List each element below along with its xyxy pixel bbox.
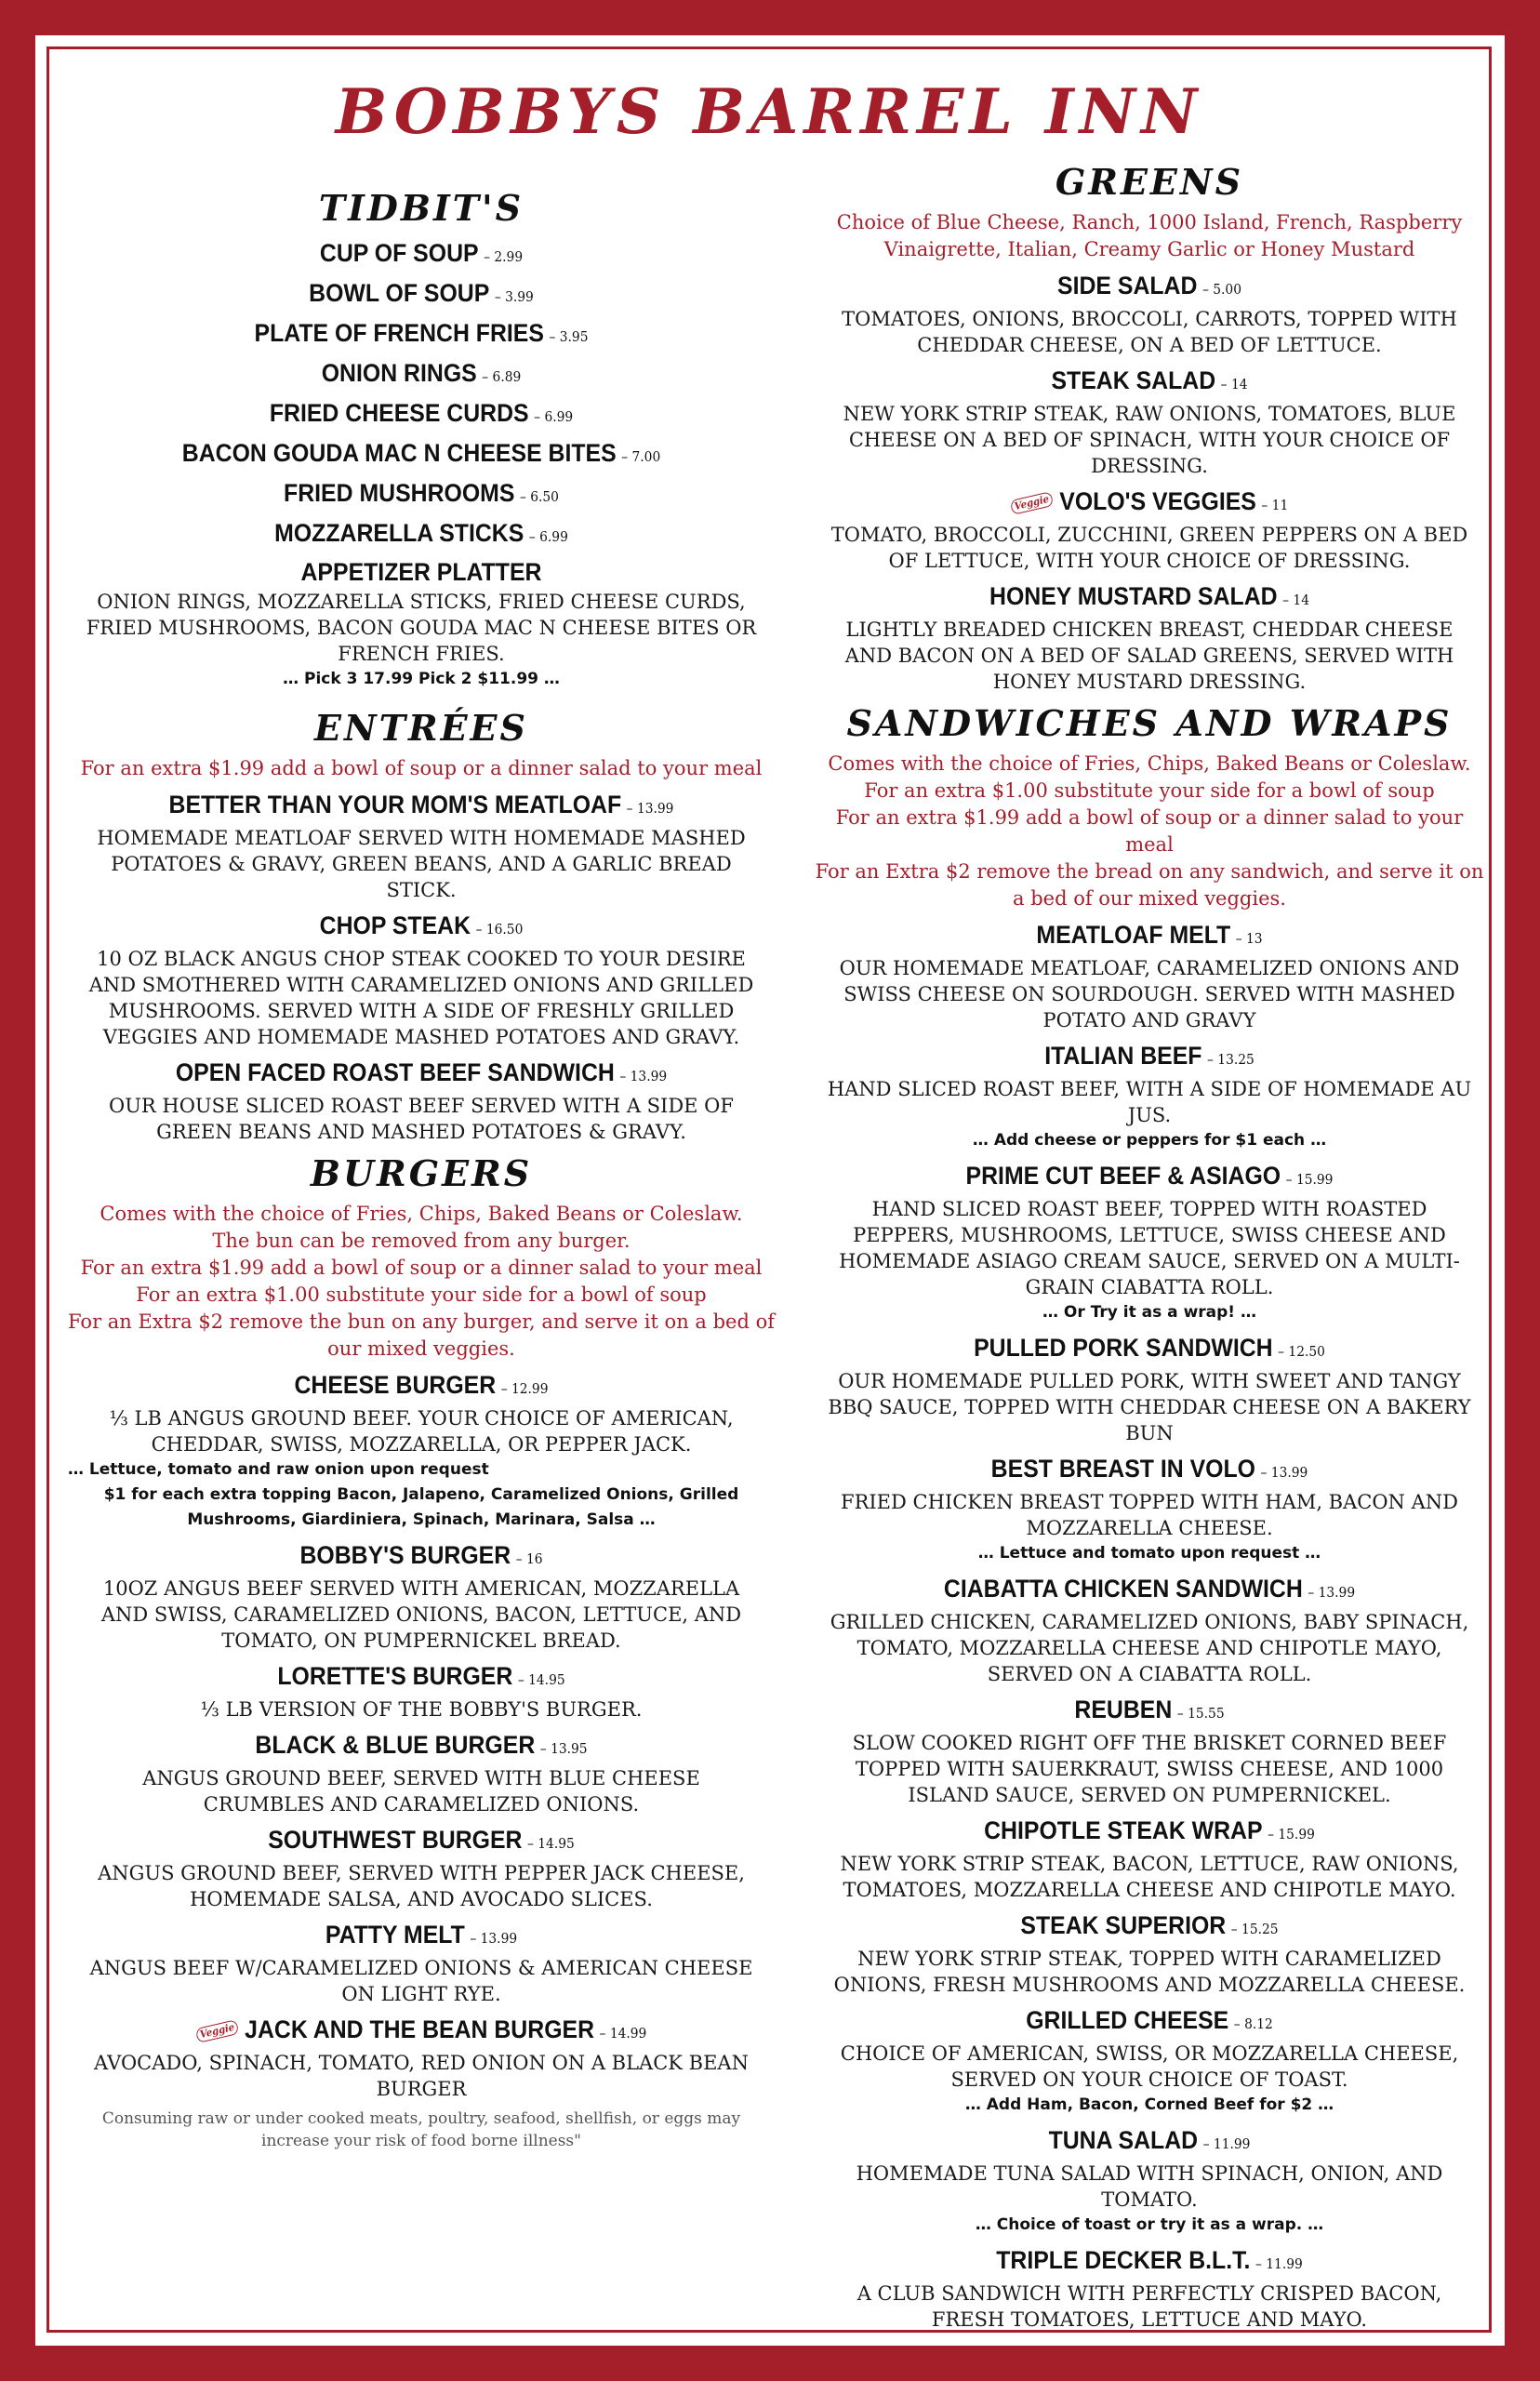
menu-item-extra: … Lettuce, tomato and raw onion upon request <box>68 1460 489 1479</box>
menu-item-price: – 5.00 <box>1201 281 1241 298</box>
menu-item-price: – 6.89 <box>482 368 522 385</box>
menu-item-name: REUBEN – 15.55 <box>1074 1696 1225 1723</box>
menu-item-price: – 13.95 <box>539 1740 588 1757</box>
menu-item-name: CHEESE BURGER – 12.99 <box>294 1371 549 1399</box>
menu-border <box>46 47 1492 2333</box>
menu-item-price: – 6.99 <box>528 528 568 545</box>
menu-item-extra: … Or Try it as a wrap! … <box>1042 1303 1256 1322</box>
burgers-note: The bun can be removed from any burger. <box>212 1230 631 1252</box>
menu-item-name: OPEN FACED ROAST BEEF SANDWICH – 13.99 <box>175 1058 668 1086</box>
appetizer-platter-name: APPETIZER PLATTER <box>300 558 542 586</box>
menu-item-desc: HOMEMADE MEATLOAF SERVED WITH HOMEMADE MASHED POTATOES & GRAVY, GREEN BEANS, AND A GARLIC BREAD STICK. <box>97 827 746 901</box>
sandwiches-heading: SANDWICHES AND WRAPS <box>846 702 1453 744</box>
menu-item-price: – 2.99 <box>484 248 524 265</box>
burgers-heading: BURGERS <box>310 1152 533 1194</box>
menu-item-name: STEAK SALAD – 14 <box>1051 366 1248 394</box>
menu-item-extra: … Add cheese or peppers for $1 each … <box>972 1131 1327 1150</box>
menu-item-desc: NEW YORK STRIP STEAK, BACON, LETTUCE, RAW ONIONS, TOMATOES, MOZZARELLA CHEESE AND CHIPOTLE MAYO. <box>840 1853 1459 1901</box>
menu-item-price: – 15.99 <box>1285 1171 1334 1188</box>
menu-item-desc: 10 OZ BLACK ANGUS CHOP STEAK COOKED TO YOUR DESIRE AND SMOTHERED WITH CARAMELIZED ONIONS AND GRILLED MUSHROOMS. SERVED WITH A SIDE OF FRESHLY GRILLED VEGGIES AND HOMEMADE MASHED POTATOES AND GRAVY. <box>88 948 754 1048</box>
menu-item-desc: HAND SLICED ROAST BEEF, WITH A SIDE OF HOMEMADE AU JUS. <box>827 1078 1472 1126</box>
menu-item-name: SOUTHWEST BURGER – 14.95 <box>268 1826 575 1854</box>
sandwiches-note: Comes with the choice of Fries, Chips, Baked Beans or Coleslaw. <box>828 752 1471 775</box>
sandwich-list <box>812 912 1487 2333</box>
menu-item-name: BACON GOUDA MAC N CHEESE BITES – 7.00 <box>181 439 661 467</box>
menu-item-price: – 13.99 <box>619 1068 668 1084</box>
menu-item-desc: HAND SLICED ROAST BEEF, TOPPED WITH ROASTED PEPPERS, MUSHROOMS, LETTUCE, SWISS CHEESE AND HOMEMADE ASIAGO CREAM SAUCE, SERVED ON A MULTI-GRAIN CIABATTA ROLL. <box>839 1198 1460 1298</box>
menu-item-desc: TOMATOES, ONIONS, BROCCOLI, CARROTS, TOPPED WITH CHEDDAR CHEESE, ON A BED OF LETTUCE. <box>842 308 1457 356</box>
menu-item-name: PATTY MELT – 13.99 <box>325 1921 518 1949</box>
menu-item-name: BOBBY'S BURGER – 16 <box>299 1541 543 1569</box>
burgers-note: Comes with the choice of Fries, Chips, Baked Beans or Coleslaw. <box>100 1203 743 1225</box>
tidbits-heading: TIDBIT'S <box>318 187 524 229</box>
menu-item-desc: 10OZ ANGUS BEEF SERVED WITH AMERICAN, MOZZARELLA AND SWISS, CARAMELIZED ONIONS, BACON, LETTUCE, AND TOMATO, ON PUMPERNICKEL BREAD. <box>100 1577 742 1652</box>
tidbits-section <box>68 185 775 555</box>
menu-item-name: HONEY MUSTARD SALAD – 14 <box>989 582 1309 610</box>
sandwiches-note: For an extra $1.99 add a bowl of soup or a dinner salad to your meal <box>835 806 1464 856</box>
menu-item-extra: $1 for each extra topping Bacon, Jalapeno, Caramelized Onions, Grilled Mushrooms, Giardiniera, Spinach, Marinara, Salsa … <box>103 1485 739 1529</box>
food-safety-disclaimer: Consuming raw or under cooked meats, poultry, seafood, shellfish, or eggs may increase your risk of food borne illness" <box>101 2109 741 2150</box>
menu-item-desc: LIGHTLY BREADED CHICKEN BREAST, CHEDDAR CHEESE AND BACON ON A BED OF SALAD GREENS, SERVED WITH HONEY MUSTARD DRESSING. <box>844 619 1454 693</box>
greens-heading: GREENS <box>1055 161 1244 203</box>
menu-item-name: GRILLED CHEESE – 8.12 <box>1026 2006 1273 2034</box>
menu-item-name: ITALIAN BEEF – 13.25 <box>1044 1042 1255 1070</box>
restaurant-title: BOBBYS BARREL INN <box>335 75 1203 148</box>
veggie-icon: Veggie <box>1010 491 1054 515</box>
menu-item-price: – 12.50 <box>1278 1343 1325 1360</box>
menu-item-name: FRIED MUSHROOMS – 6.50 <box>284 479 559 507</box>
menu-item-name: Veggie JACK AND THE BEAN BURGER – 14.99 <box>96 2013 746 2050</box>
menu-item-desc: GRILLED CHICKEN, CARAMELIZED ONIONS, BABY SPINACH, TOMATO, MOZZARELLA CHEESE AND CHIPOTLE MAYO, SERVED ON A CIABATTA ROLL. <box>830 1611 1469 1685</box>
menu-item-name: SIDE SALAD – 5.00 <box>1056 272 1241 299</box>
menu-item-price: – 15.25 <box>1230 1921 1279 1937</box>
menu-item-price: – 14.95 <box>517 1671 565 1688</box>
veggie-icon: Veggie <box>195 2019 239 2043</box>
menu-item-price: – 11.99 <box>1255 2255 1303 2272</box>
menu-item-name: STEAK SUPERIOR – 15.25 <box>1020 1911 1279 1939</box>
menu-item-name: ONION RINGS – 6.89 <box>321 359 522 387</box>
menu-item-name: PULLED PORK SANDWICH – 12.50 <box>974 1334 1325 1362</box>
menu-item-desc: FRIED CHICKEN BREAST TOPPED WITH HAM, BACON AND MOZZARELLA CHEESE. <box>841 1491 1458 1539</box>
menu-item-name: TRIPLE DECKER B.L.T. – 11.99 <box>996 2246 1303 2274</box>
menu-item-price: – 14.99 <box>599 2025 647 2042</box>
menu-item-price: – 12.99 <box>500 1380 549 1397</box>
greens-note: Choice of Blue Cheese, Ranch, 1000 Island, French, Raspberry Vinaigrette, Italian, Creamy Garlic or Honey Mustard <box>836 211 1463 260</box>
menu-item-price: – 13.99 <box>1260 1464 1308 1481</box>
menu-item-price: – 13.99 <box>626 800 674 817</box>
menu-item-price: – 15.55 <box>1176 1705 1225 1722</box>
menu-item-name: BETTER THAN YOUR MOM'S MEATLOAF – 13.99 <box>168 791 674 818</box>
menu-item-desc: HOMEMADE TUNA SALAD WITH SPINACH, ONION, AND TOMATO. <box>856 2162 1443 2211</box>
menu-item-price: – 13 <box>1235 930 1263 947</box>
menu-item-name: TUNA SALAD – 11.99 <box>1048 2126 1251 2154</box>
menu-item-price: – 14.95 <box>526 1835 575 1852</box>
menu-item-desc: ANGUS BEEF W/CARAMELIZED ONIONS & AMERICAN CHEESE ON LIGHT RYE. <box>89 1957 753 2005</box>
appetizer-platter-pricing: … Pick 3 17.99 Pick 2 $11.99 … <box>283 670 560 688</box>
menu-item-name: MOZZARELLA STICKS – 6.99 <box>274 519 568 547</box>
menu-item-price: – 7.00 <box>621 448 661 465</box>
menu-item-name: BEST BREAST IN VOLO – 13.99 <box>990 1455 1308 1483</box>
menu-item-price: – 8.12 <box>1233 2015 1273 2032</box>
right-column <box>812 159 1487 2333</box>
menu-item-name: Veggie VOLO'S VEGGIES – 11 <box>839 485 1460 522</box>
burgers-note: For an extra $1.00 substitute your side for a bowl of soup <box>136 1284 707 1306</box>
menu-item-extra: … Lettuce and tomato upon request … <box>977 1544 1321 1563</box>
menu-item-desc: TOMATO, BROCCOLI, ZUCCHINI, GREEN PEPPERS ON A BED OF LETTUCE, WITH YOUR CHOICE OF DRESSING. <box>830 524 1468 572</box>
menu-item-name: CHOP STEAK – 16.50 <box>319 911 524 939</box>
menu-item-price: – 16.50 <box>475 921 524 938</box>
menu-item-name: BLACK & BLUE BURGER – 13.95 <box>255 1731 588 1759</box>
menu-item-name: FRIED CHEESE CURDS – 6.99 <box>269 399 574 427</box>
sandwiches-note: For an extra $1.00 substitute your side for a bowl of soup <box>864 779 1435 802</box>
menu-item-name: CIABATTA CHICKEN SANDWICH – 13.99 <box>943 1575 1356 1603</box>
burgers-note: For an Extra $2 remove the bun on any burger, and serve it on a bed of our mixed veggies. <box>68 1310 775 1360</box>
menu-item-desc: ANGUS GROUND BEEF, SERVED WITH BLUE CHEESE CRUMBLES AND CARAMELIZED ONIONS. <box>142 1767 700 1816</box>
entrees-heading: ENTRÉES <box>314 707 528 749</box>
left-column <box>68 185 775 2152</box>
menu-item-desc: AVOCADO, SPINACH, TOMATO, RED ONION ON A BLACK BEAN BURGER <box>94 2052 749 2100</box>
menu-item-desc: ⅓ LB VERSION OF THE BOBBY'S BURGER. <box>200 1698 643 1721</box>
menu-item-extra: … Choice of toast or try it as a wrap. … <box>975 2215 1324 2234</box>
menu-item-name: MEATLOAF MELT – 13 <box>1036 921 1263 949</box>
entrees-note: For an extra $1.99 add a bowl of soup or a dinner salad to your meal <box>80 757 763 779</box>
menu-item-desc: NEW YORK STRIP STEAK, TOPPED WITH CARAMELIZED ONIONS, FRESH MUSHROOMS AND MOZZARELLA CHEESE. <box>833 1948 1466 1996</box>
menu-item-desc: A CLUB SANDWICH WITH PERFECTLY CRISPED BACON, FRESH TOMATOES, LETTUCE AND MAYO. <box>856 2282 1442 2331</box>
appetizer-platter-desc: ONION RINGS, MOZZARELLA STICKS, FRIED CHEESE CURDS, FRIED MUSHROOMS, BACON GOUDA MAC N CHEESE BITES OR FRENCH FRIES. <box>86 591 757 665</box>
menu-item-name: CUP OF SOUP – 2.99 <box>319 239 524 267</box>
menu-item-desc: CHOICE OF AMERICAN, SWISS, OR MOZZARELLA CHEESE, SERVED ON YOUR CHOICE OF TOAST. <box>840 2042 1459 2091</box>
sandwiches-note: For an Extra $2 remove the bread on any sandwich, and serve it on a bed of our mixed veggies. <box>815 860 1484 910</box>
menu-item-desc: ANGUS GROUND BEEF, SERVED WITH PEPPER JACK CHEESE, HOMEMADE SALSA, AND AVOCADO SLICES. <box>98 1862 745 1910</box>
menu-item-price: – 11.99 <box>1202 2135 1251 2152</box>
menu-item-desc: OUR HOUSE SLICED ROAST BEEF SERVED WITH A SIDE OF GREEN BEANS AND MASHED POTATOES & GRAVY. <box>109 1095 734 1143</box>
burgers-note: For an extra $1.99 add a bowl of soup or a dinner salad to your meal <box>80 1257 763 1279</box>
menu-item-price: – 13.99 <box>1308 1584 1356 1601</box>
menu-item-name: CHIPOTLE STEAK WRAP – 15.99 <box>984 1816 1315 1844</box>
menu-item-desc: OUR HOMEMADE MEATLOAF, CARAMELIZED ONIONS AND SWISS CHEESE ON SOURDOUGH. SERVED WITH MASHED POTATO AND GRAVY <box>839 957 1460 1031</box>
menu-item-price: – 14 <box>1220 376 1248 392</box>
menu-item-desc: NEW YORK STRIP STEAK, RAW ONIONS, TOMATOES, BLUE CHEESE ON A BED OF SPINACH, WITH YOUR CHOICE OF DRESSING. <box>843 403 1456 477</box>
menu-item-name: PRIME CUT BEEF & ASIAGO – 15.99 <box>965 1162 1334 1190</box>
menu-item-desc: SLOW COOKED RIGHT OFF THE BRISKET CORNED BEEF TOPPED WITH SAUERKRAUT, SWISS CHEESE, AND 1000 ISLAND SAUCE, SERVED ON PUMPERNICKEL. <box>852 1732 1447 1806</box>
menu-item-price: – 13.99 <box>470 1930 518 1947</box>
menu-item-price: – 16 <box>515 1550 543 1567</box>
menu-item-price: – 3.99 <box>494 288 534 305</box>
menu-item-desc: ⅓ LB ANGUS GROUND BEEF. YOUR CHOICE OF AMERICAN, CHEDDAR, SWISS, MOZZARELLA, OR PEPPER JACK. <box>109 1407 734 1456</box>
menu-item-name: LORETTE'S BURGER – 14.95 <box>277 1662 565 1690</box>
menu-item-price: – 11 <box>1261 497 1289 513</box>
menu-page <box>35 35 1505 2346</box>
menu-item-name: BOWL OF SOUP – 3.99 <box>309 279 534 307</box>
menu-item-extra: … Add Ham, Bacon, Corned Beef for $2 … <box>964 2095 1334 2114</box>
menu-item-price: – 13.25 <box>1206 1051 1255 1068</box>
menu-item-price: – 14 <box>1282 592 1309 608</box>
menu-item-desc: OUR HOMEMADE PULLED PORK, WITH SWEET AND TANGY BBQ SAUCE, TOPPED WITH CHEDDAR CHEESE ON A BAKERY BUN <box>828 1370 1471 1444</box>
menu-item-price: – 15.99 <box>1268 1826 1315 1842</box>
menu-item-price: – 6.99 <box>534 408 574 425</box>
menu-item-name: PLATE OF FRENCH FRIES – 3.95 <box>254 319 589 347</box>
menu-item-price: – 3.95 <box>549 328 589 345</box>
menu-item-price: – 6.50 <box>519 488 559 505</box>
